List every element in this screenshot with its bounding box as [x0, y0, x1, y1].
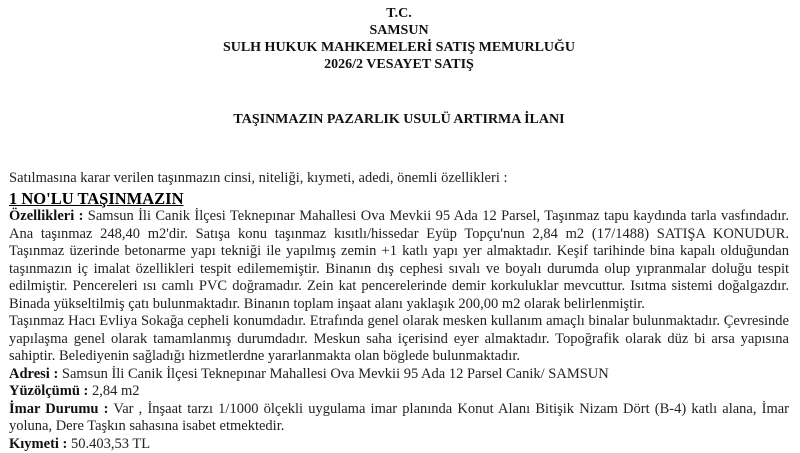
value-field: [9, 436, 789, 453]
zoning-field: [9, 401, 789, 436]
notice-title: TAŞINMAZIN PAZARLIK USULÜ ARTIRMA İLANI: [9, 112, 789, 128]
features-paragraph-2: Taşınmaz Hacı Evliya Sokağa cepheli konumdadır. Etrafında genel olarak mesken kullanım amaçlı binalar bulunmaktadır. Çevresinde yapılaşma genel olarak tamamlanmış durumdadır. Meskun saha içerisind eyer almaktadır. Topoğrafik olarak düz bi arsa yapısına sahiptir. Belediyenin sağladığı hizmetlerdne yararlanmakta olan böglede bulunmaktadır.: [9, 313, 789, 366]
document-header: [9, 0, 789, 73]
address-label: Adresi :: [9, 366, 58, 382]
header-city: SAMSUN: [9, 22, 789, 39]
address-field: [9, 366, 789, 384]
section-title: 1 NO'LU TAŞINMAZIN: [9, 189, 789, 208]
features-text: Samsun İli Canik İlçesi Teknepınar Mahallesi Ova Mevkii 95 Ada 12 Parsel, Taşınmaz tapu kaydında tarla vasfındadır. Ana taşınmaz 248,40 m2'dir. Satışa konu taşınmaz kısıtlı/hissedar Eyüp Topçu'nun 2,84 m2 (17/1488) SATIŞA KONUDUR. Taşınmaz üzerinde betonarme yapı tekniği ile yapılmış zemin +1 katlı yapı yer almaktadır. Keşif tarihinde bina kapalı olduğundan taşınmazın iç imalat özellikleri tespit edilememiştir. Binanın dış cephesi sıvalı ve boyalı durumda olup yıpranmalar doluğu tespit edilmiştir. Pencereleri ısı camlı PVC doğramadır. Zein kat pencerelerinde demir korkuluklar mevcuttur. Isıtma sistemi doğalgazdır. Binada yükseltilmiş çatı bulunmaktadır. Binanın toplam inşaat alanı yaklaşık 200,00 m2 olarak belirlenmiştir.: [9, 208, 789, 312]
zoning-text: Var , İnşaat tarzı 1/1000 ölçekli uygulama imar planında Konut Alanı Bitişik Nizam Dört (B-4) katlı alana, İmar yoluna, Dere Taşkın sahasına isabet etmektedir.: [9, 401, 789, 435]
area-field: [9, 383, 789, 401]
address-text: Samsun İli Canik İlçesi Teknepınar Mahallesi Ova Mevkii 95 Ada 12 Parsel Canik/ SAMSUN: [58, 366, 608, 382]
header-case-number: 2026/2 VESAYET SATIŞ: [9, 56, 789, 73]
header-tc: T.C.: [9, 5, 789, 22]
value-text: 50.403,53 TL: [67, 436, 150, 452]
zoning-label: İmar Durumu :: [9, 401, 108, 417]
area-label: Yüzölçümü :: [9, 383, 88, 399]
value-label: Kıymeti :: [9, 436, 67, 452]
features-paragraph: [9, 208, 789, 313]
features-label: Özellikleri :: [9, 208, 83, 224]
intro-text: Satılmasına karar verilen taşınmazın cinsi, niteliği, kıymeti, adedi, önemli özellikleri :: [9, 170, 789, 187]
header-office: SULH HUKUK MAHKEMELERİ SATIŞ MEMURLUĞU: [9, 39, 789, 56]
area-text: 2,84 m2: [88, 383, 139, 399]
